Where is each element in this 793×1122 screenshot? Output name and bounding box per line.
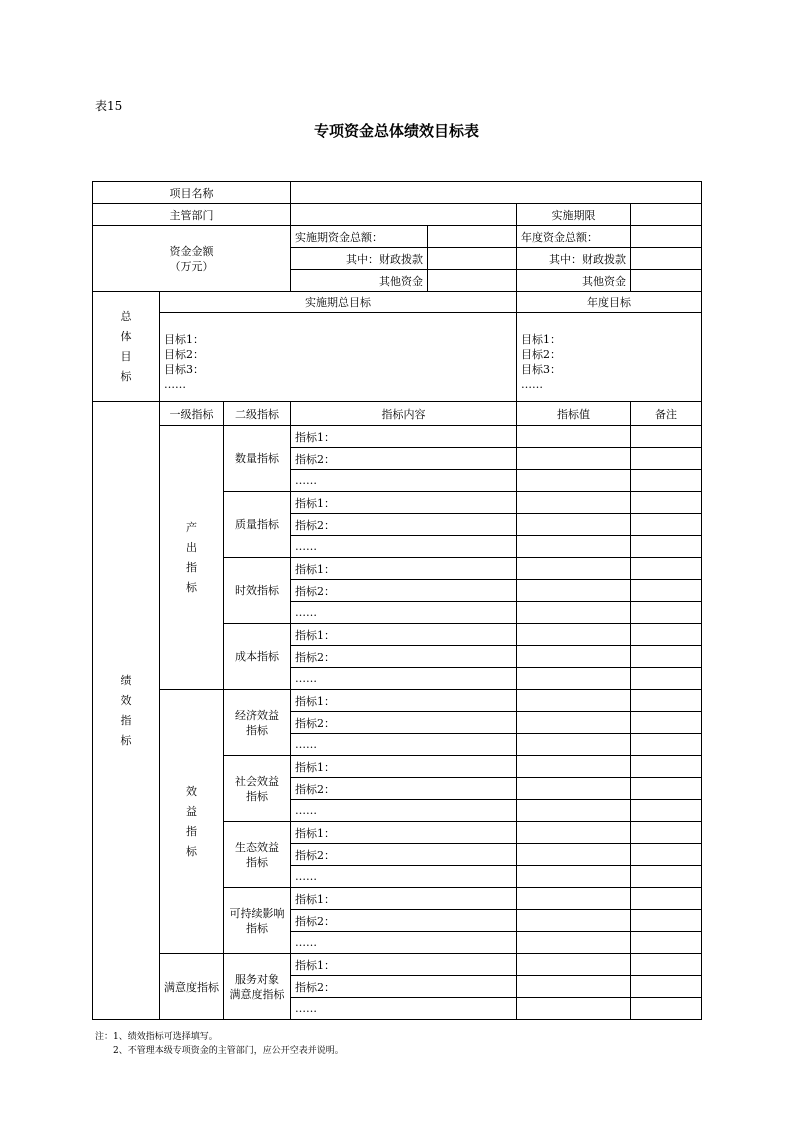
indicator-value-cell[interactable] — [517, 844, 631, 866]
output-indicator-text: 产出指标 — [186, 520, 197, 594]
indicator-content-cell[interactable]: 指标2： — [291, 712, 517, 734]
indicator-remark-cell[interactable] — [631, 866, 702, 888]
project-name-field[interactable] — [291, 182, 702, 204]
indicator-content-cell[interactable]: …… — [291, 470, 517, 492]
indicator-content-cell[interactable]: …… — [291, 536, 517, 558]
footnote-2: 2、不管理本级专项资金的主管部门，应公开空表并说明。 — [113, 1046, 344, 1056]
indicator-value-cell[interactable] — [517, 976, 631, 998]
indicator-remark-cell[interactable] — [631, 514, 702, 536]
indicator-content-cell[interactable]: 指标1： — [291, 558, 517, 580]
annual-funds-label: 年度资金总额： — [517, 226, 631, 248]
indicator-content-cell[interactable]: …… — [291, 866, 517, 888]
indicator-content-cell[interactable]: 指标1： — [291, 756, 517, 778]
indicator-content-cell[interactable]: 指标1： — [291, 690, 517, 712]
indicator-remark-cell[interactable] — [631, 536, 702, 558]
table-number: 表15 — [95, 99, 123, 113]
document-title: 专项资金总体绩效目标表 — [313, 122, 479, 140]
period-goal-2: 目标2： — [164, 348, 204, 361]
fiscal-funds-label: 其中：财政拨款 — [291, 248, 428, 270]
footnotes — [95, 1030, 344, 1058]
subindicator-line: 指标 — [246, 789, 269, 803]
indicator-content-cell[interactable]: 指标1： — [291, 426, 517, 448]
output-indicator-label — [160, 426, 224, 690]
other-funds-label: 其他资金 — [291, 270, 428, 292]
satisfaction-subindicator-1 — [224, 954, 291, 1020]
performance-target-table — [92, 181, 702, 1020]
output-subindicator-3: 时效指标 — [224, 558, 291, 624]
indicator-value-cell[interactable] — [517, 954, 631, 976]
period-goal-cell[interactable] — [160, 313, 517, 402]
indicator-content-cell[interactable]: 指标2： — [291, 580, 517, 602]
annual-fiscal-field[interactable] — [631, 248, 702, 270]
subindicator-line: 指标 — [246, 921, 269, 935]
indicator-content-cell[interactable]: …… — [291, 932, 517, 954]
indicator-content-cell[interactable]: 指标2： — [291, 514, 517, 536]
performance-indicator-text: 绩效指标 — [120, 673, 132, 747]
indicator-content-cell[interactable]: 指标1： — [291, 822, 517, 844]
indicator-remark-cell[interactable] — [631, 426, 702, 448]
indicator-row — [93, 426, 702, 448]
indicator-remark-cell[interactable] — [631, 712, 702, 734]
period-label: 实施期限 — [517, 204, 631, 226]
indicator-remark-cell[interactable] — [631, 976, 702, 998]
indicator-value-cell[interactable] — [517, 646, 631, 668]
indicator-content-cell[interactable]: 指标2： — [291, 910, 517, 932]
period-goal-3: 目标3： — [164, 363, 204, 376]
subindicator-line: 满意度指标 — [229, 987, 285, 1001]
indicator-remark-cell[interactable] — [631, 734, 702, 756]
indicator-remark-cell[interactable] — [631, 844, 702, 866]
performance-indicator-label — [93, 402, 160, 1020]
annual-other-label: 其他资金 — [517, 270, 631, 292]
indicator-value-cell[interactable] — [517, 800, 631, 822]
indicator-value-cell[interactable] — [517, 448, 631, 470]
subindicator-line: 指标 — [246, 855, 269, 869]
indicator-content-cell[interactable]: …… — [291, 668, 517, 690]
remark-header: 备注 — [631, 402, 702, 426]
annual-fiscal-label: 其中：财政拨款 — [517, 248, 631, 270]
indicator-value-cell[interactable] — [517, 822, 631, 844]
indicator-content-cell[interactable]: …… — [291, 800, 517, 822]
indicator-value-cell[interactable] — [517, 602, 631, 624]
subindicator-line: 生态效益 — [235, 840, 280, 854]
benefit-subindicator-2 — [224, 756, 291, 822]
benefit-subindicator-4 — [224, 888, 291, 954]
overall-goal-label — [93, 292, 160, 402]
indicator-remark-cell[interactable] — [631, 624, 702, 646]
indicator-remark-cell[interactable] — [631, 690, 702, 712]
annual-goal-1: 目标1： — [521, 333, 562, 346]
indicator-row — [93, 690, 702, 712]
indicator-content-cell[interactable]: 指标2： — [291, 646, 517, 668]
indicator-content-cell[interactable]: …… — [291, 602, 517, 624]
annual-other-field[interactable] — [631, 270, 702, 292]
annual-goal-more: …… — [521, 378, 544, 391]
annual-goal-header: 年度目标 — [517, 292, 702, 313]
indicator-value-cell[interactable] — [517, 470, 631, 492]
indicator-value-cell[interactable] — [517, 514, 631, 536]
indicator-content-cell[interactable]: 指标2： — [291, 778, 517, 800]
indicator-value-cell[interactable] — [517, 888, 631, 910]
indicator-remark-cell[interactable] — [631, 910, 702, 932]
satisfaction-indicator-text: 满意度指标 — [164, 980, 219, 994]
satisfaction-indicator-label — [160, 954, 224, 1020]
period-goal-1: 目标1： — [164, 333, 204, 346]
indicator-remark-cell[interactable] — [631, 580, 702, 602]
project-name-label: 项目名称 — [93, 182, 291, 204]
annual-goal-3: 目标3： — [521, 363, 562, 376]
total-funds-label: 实施期资金总额： — [291, 226, 428, 248]
indicator-remark-cell[interactable] — [631, 558, 702, 580]
period-goal-header: 实施期总目标 — [160, 292, 517, 313]
department-field[interactable] — [291, 204, 517, 226]
department-label: 主管部门 — [93, 204, 291, 226]
indicator-value-cell[interactable] — [517, 998, 631, 1020]
indicator-content-cell[interactable]: 指标2： — [291, 844, 517, 866]
indicator-value-cell[interactable] — [517, 580, 631, 602]
indicator-remark-cell[interactable] — [631, 646, 702, 668]
indicator-value-cell[interactable] — [517, 426, 631, 448]
indicator-value-cell[interactable] — [517, 668, 631, 690]
subindicator-line: 服务对象 — [235, 972, 280, 986]
indicator-content-cell[interactable]: 指标2： — [291, 448, 517, 470]
indicator-content-cell[interactable]: …… — [291, 998, 517, 1020]
indicator-content-cell[interactable]: 指标1： — [291, 954, 517, 976]
indicator-remark-cell[interactable] — [631, 954, 702, 976]
indicator-remark-cell[interactable] — [631, 756, 702, 778]
annual-goal-cell[interactable] — [517, 313, 702, 402]
funds-label — [93, 226, 291, 292]
indicator-remark-cell[interactable] — [631, 888, 702, 910]
indicator-value-cell[interactable] — [517, 558, 631, 580]
period-field[interactable] — [631, 204, 702, 226]
indicator-remark-cell[interactable] — [631, 448, 702, 470]
indicator-value-cell[interactable] — [517, 712, 631, 734]
indicator-value-cell[interactable] — [517, 492, 631, 514]
benefit-indicator-text: 效益指标 — [186, 784, 197, 858]
indicator-value-cell[interactable] — [517, 756, 631, 778]
indicator-value-cell[interactable] — [517, 866, 631, 888]
indicator-content-cell[interactable]: 指标1： — [291, 624, 517, 646]
indicator-value-cell[interactable] — [517, 734, 631, 756]
value-header: 指标值 — [517, 402, 631, 426]
indicator-remark-cell[interactable] — [631, 998, 702, 1020]
indicator-content-cell[interactable]: 指标2： — [291, 976, 517, 998]
benefit-indicator-label — [160, 690, 224, 954]
indicator-remark-cell[interactable] — [631, 602, 702, 624]
level1-header: 一级指标 — [160, 402, 224, 426]
indicator-remark-cell[interactable] — [631, 932, 702, 954]
output-subindicator-2: 质量指标 — [224, 492, 291, 558]
other-funds-field[interactable] — [428, 270, 517, 292]
indicator-remark-cell[interactable] — [631, 778, 702, 800]
benefit-subindicator-3 — [224, 822, 291, 888]
indicator-value-cell[interactable] — [517, 910, 631, 932]
indicator-row — [93, 954, 702, 976]
subindicator-line: 经济效益 — [235, 708, 280, 722]
benefit-subindicator-1 — [224, 690, 291, 756]
footnote-1: 注：1、绩效指标可选择填写。 — [95, 1032, 218, 1042]
output-subindicator-4: 成本指标 — [224, 624, 291, 690]
total-funds-field[interactable] — [428, 226, 517, 248]
indicator-remark-cell[interactable] — [631, 470, 702, 492]
annual-goal-2: 目标2： — [521, 348, 562, 361]
subindicator-line: 可持续影响 — [229, 906, 285, 920]
subindicator-line: 指标 — [246, 723, 269, 737]
indicator-value-cell[interactable] — [517, 690, 631, 712]
level2-header: 二级指标 — [224, 402, 291, 426]
funds-unit-text: （万元） — [169, 259, 214, 273]
output-subindicator-1: 数量指标 — [224, 426, 291, 492]
indicator-remark-cell[interactable] — [631, 668, 702, 690]
subindicator-line: 社会效益 — [235, 774, 280, 788]
annual-funds-field[interactable] — [631, 226, 702, 248]
content-header: 指标内容 — [291, 402, 517, 426]
indicator-remark-cell[interactable] — [631, 800, 702, 822]
indicator-value-cell[interactable] — [517, 536, 631, 558]
indicator-value-cell[interactable] — [517, 932, 631, 954]
indicator-content-cell[interactable]: 指标1： — [291, 492, 517, 514]
indicator-value-cell[interactable] — [517, 778, 631, 800]
indicator-remark-cell[interactable] — [631, 492, 702, 514]
indicator-value-cell[interactable] — [517, 624, 631, 646]
funds-label-text: 资金金额 — [169, 244, 214, 258]
overall-goal-text: 总体目标 — [120, 309, 132, 383]
period-goal-more: …… — [164, 378, 186, 391]
fiscal-funds-field[interactable] — [428, 248, 517, 270]
indicator-remark-cell[interactable] — [631, 822, 702, 844]
indicator-content-cell[interactable]: …… — [291, 734, 517, 756]
indicator-content-cell[interactable]: 指标1： — [291, 888, 517, 910]
